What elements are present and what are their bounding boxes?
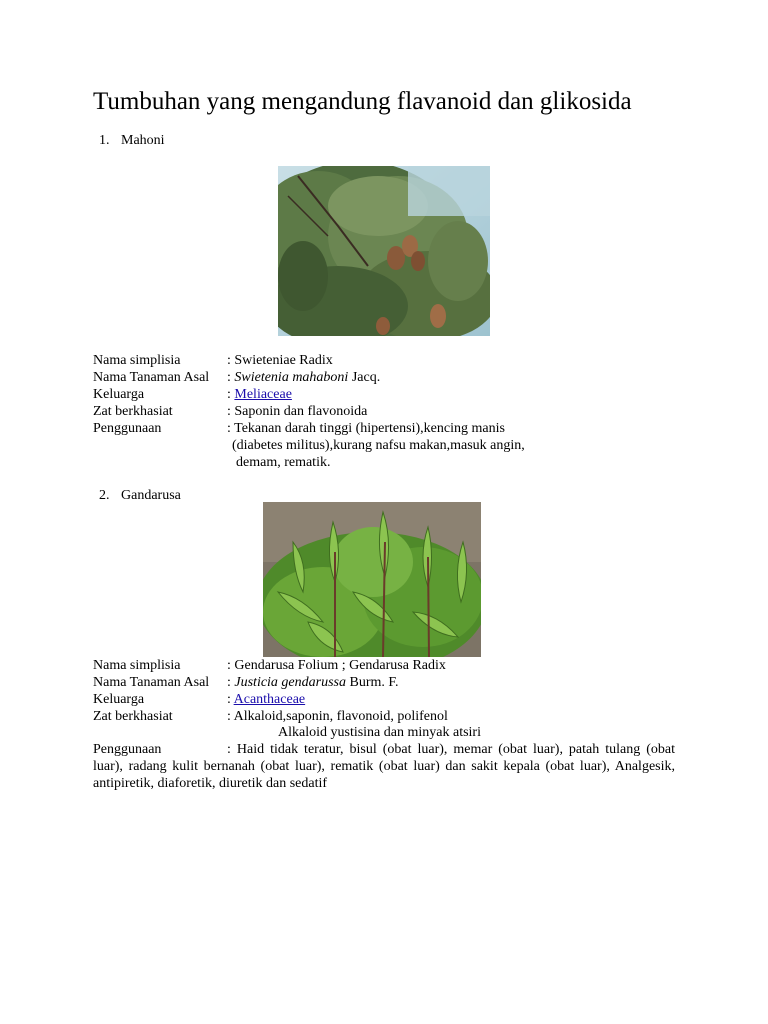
row-label: Nama simplisia (93, 353, 181, 368)
page-title: Tumbuhan yang mengandung flavanoid dan glikosida (93, 88, 632, 115)
item-name: Mahoni (121, 133, 165, 148)
row-label: Zat berkhasiat (93, 709, 173, 724)
mahoni-usage-continuation-1: (diabetes militus),kurang nafsu makan,masuk angin, (232, 438, 525, 453)
item-number: 1. (99, 133, 110, 148)
mahogany-tree-photo (278, 166, 490, 336)
row-value: : Swieteniae Radix (227, 353, 333, 368)
item-name: Gandarusa (121, 488, 181, 503)
usage-label: Penggunaan (93, 742, 162, 757)
row-label: Nama Tanaman Asal (93, 675, 210, 690)
family-link-acanthaceae[interactable]: Acanthaceae (233, 692, 306, 707)
row-value: : Meliaceae (227, 387, 292, 402)
row-value: : Acanthaceae (227, 692, 306, 707)
row-label: Keluarga (93, 692, 145, 707)
row-value: : Alkaloid,saponin, flavonoid, polifenol (227, 709, 448, 724)
family-link-meliaceae[interactable]: Meliaceae (234, 387, 292, 402)
row-value: : Saponin dan flavonoida (227, 404, 368, 419)
item-heading-mahoni (99, 132, 165, 149)
row-label: Nama simplisia (93, 658, 181, 673)
row-value: : Gendarusa Folium ; Gendarusa Radix (227, 658, 446, 673)
usage-text: : Haid tidak teratur, bisul (obat luar), memar (obat luar), patah tulang (obat luar), radang kulit bernanah (obat luar), rematik (obat luar) dan sakit kepala (obat luar), Analgesik, antipiretik, diaforetik, diuretik dan sedatif (93, 742, 675, 791)
gandarusa-plant-photo (263, 502, 481, 657)
gandarusa-usage-paragraph (93, 741, 675, 792)
row-label: Zat berkhasiat (93, 404, 173, 419)
row-value: : Swietenia mahaboni Jacq. (227, 370, 381, 385)
item-number: 2. (99, 488, 110, 503)
row-value: : Justicia gendarussa Burm. F. (227, 675, 399, 690)
mahoni-usage-continuation-2: demam, rematik. (236, 455, 331, 470)
row-label: Penggunaan (93, 421, 162, 436)
item-heading-gandarusa (99, 487, 181, 504)
row-value: : Tekanan darah tinggi (hipertensi),kencing manis (227, 421, 505, 436)
row-label: Nama Tanaman Asal (93, 370, 210, 385)
row-label: Keluarga (93, 387, 145, 402)
gandarusa-zat-continuation: Alkaloid yustisina dan minyak atsiri (278, 725, 481, 740)
